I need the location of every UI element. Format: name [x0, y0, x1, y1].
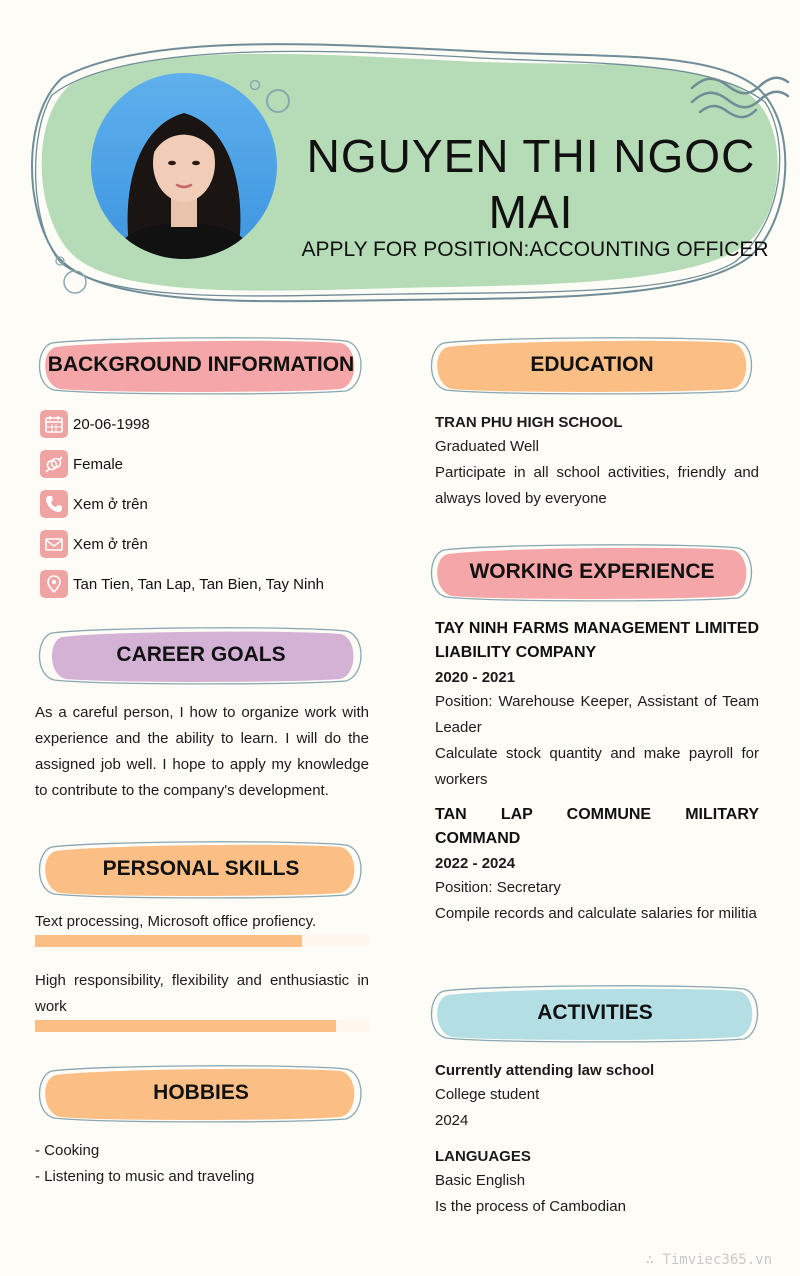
- info-row-dob: [40, 409, 150, 439]
- skill-2-text: High responsibility, flexibility and enthusiastic in work: [35, 972, 369, 1015]
- career-title: CAREER GOALS: [116, 643, 286, 666]
- hobby-item: - Cooking: [35, 1142, 100, 1159]
- mail-icon: [40, 530, 68, 558]
- info-email: Xem ở trên: [73, 535, 148, 553]
- candidate-name: [300, 128, 762, 240]
- phone-icon: [40, 490, 68, 518]
- job-1-company: TAY NINH FARMS MANAGEMENT LIMITED LIABILITY COMPANY: [435, 620, 759, 661]
- hobbies-title: HOBBIES: [153, 1081, 249, 1104]
- calendar-icon: [40, 410, 68, 438]
- job-1-position: Position: Warehouse Keeper, Assistant of Team Leader: [435, 693, 759, 736]
- skills-title: PERSONAL SKILLS: [102, 857, 300, 880]
- skill-1-bar: [35, 935, 369, 947]
- job-2-desc: Compile records and calculate salaries for militia: [435, 905, 757, 922]
- info-row-email: [40, 529, 148, 559]
- hobbies-heading: [40, 1065, 362, 1121]
- languages-line-2: Is the process of Cambodian: [435, 1198, 626, 1215]
- activities-heading: [432, 985, 758, 1041]
- info-row-phone: [40, 489, 148, 519]
- experience-heading: [432, 544, 752, 600]
- career-heading: [40, 627, 362, 683]
- languages-line-1: Basic English: [435, 1172, 526, 1189]
- skill-1-bar-fill: [35, 935, 302, 947]
- education-title: EDUCATION: [530, 353, 654, 376]
- education-heading: [432, 337, 752, 393]
- info-dob: 20-06-1998: [73, 415, 150, 433]
- skill-2-bar-fill: [35, 1020, 336, 1032]
- location-icon: [40, 570, 68, 598]
- education-desc: Participate in all school activities, friendly and always loved by everyone: [435, 464, 759, 507]
- name-line-2: MAI: [488, 186, 574, 238]
- profile-photo: [91, 73, 277, 259]
- info-row-gender: [40, 449, 123, 479]
- info-phone: Xem ở trên: [73, 495, 148, 513]
- job-2-position: Position: Secretary: [435, 879, 561, 896]
- job-1-period: 2020 - 2021: [435, 669, 516, 686]
- activities-heading-text: Currently attending law school: [435, 1062, 655, 1079]
- watermark: ∴ Timviec365.vn: [645, 1252, 772, 1268]
- activities-title: ACTIVITIES: [537, 1001, 653, 1024]
- activities-line-2: 2024: [435, 1112, 469, 1129]
- info-gender: Female: [73, 455, 124, 473]
- languages-title: LANGUAGES: [435, 1148, 531, 1165]
- job-1-desc: Calculate stock quantity and make payroll for workers: [435, 745, 759, 788]
- job-2-company: TAN LAP COMMUNE MILITARY COMMAND: [435, 806, 759, 847]
- background-heading: [40, 337, 362, 393]
- info-address: Tan Tien, Tan Lap, Tan Bien, Tay Ninh: [73, 575, 325, 593]
- info-row-address: [40, 569, 324, 599]
- hobby-item: - Listening to music and traveling: [35, 1168, 255, 1185]
- career-text: As a careful person, I how to organize work with experience and the ability to learn. I will do the assigned job well. I hope to apply my knowledge to contribute to the company's development.: [35, 704, 369, 799]
- experience-title: WORKING EXPERIENCE: [469, 560, 715, 583]
- photo-eye-right: [192, 161, 200, 165]
- education-school: TRAN PHU HIGH SCHOOL: [435, 414, 623, 431]
- skill-2-bar: [35, 1020, 369, 1032]
- gender-icon: [40, 450, 68, 478]
- bubble-bottom-large: [64, 271, 86, 293]
- job-2-period: 2022 - 2024: [435, 855, 516, 872]
- photo-eye-left: [168, 161, 176, 165]
- activities-line-1: College student: [435, 1086, 540, 1103]
- education-result: Graduated Well: [435, 438, 539, 455]
- skill-1-text: Text processing, Microsoft office profiency.: [35, 913, 317, 930]
- background-title: BACKGROUND INFORMATION: [47, 353, 355, 376]
- apply-position: APPLY FOR POSITION:ACCOUNTING OFFICER: [301, 238, 769, 261]
- skills-heading: [40, 841, 362, 897]
- name-line-1: NGUYEN THI NGOC: [306, 130, 756, 182]
